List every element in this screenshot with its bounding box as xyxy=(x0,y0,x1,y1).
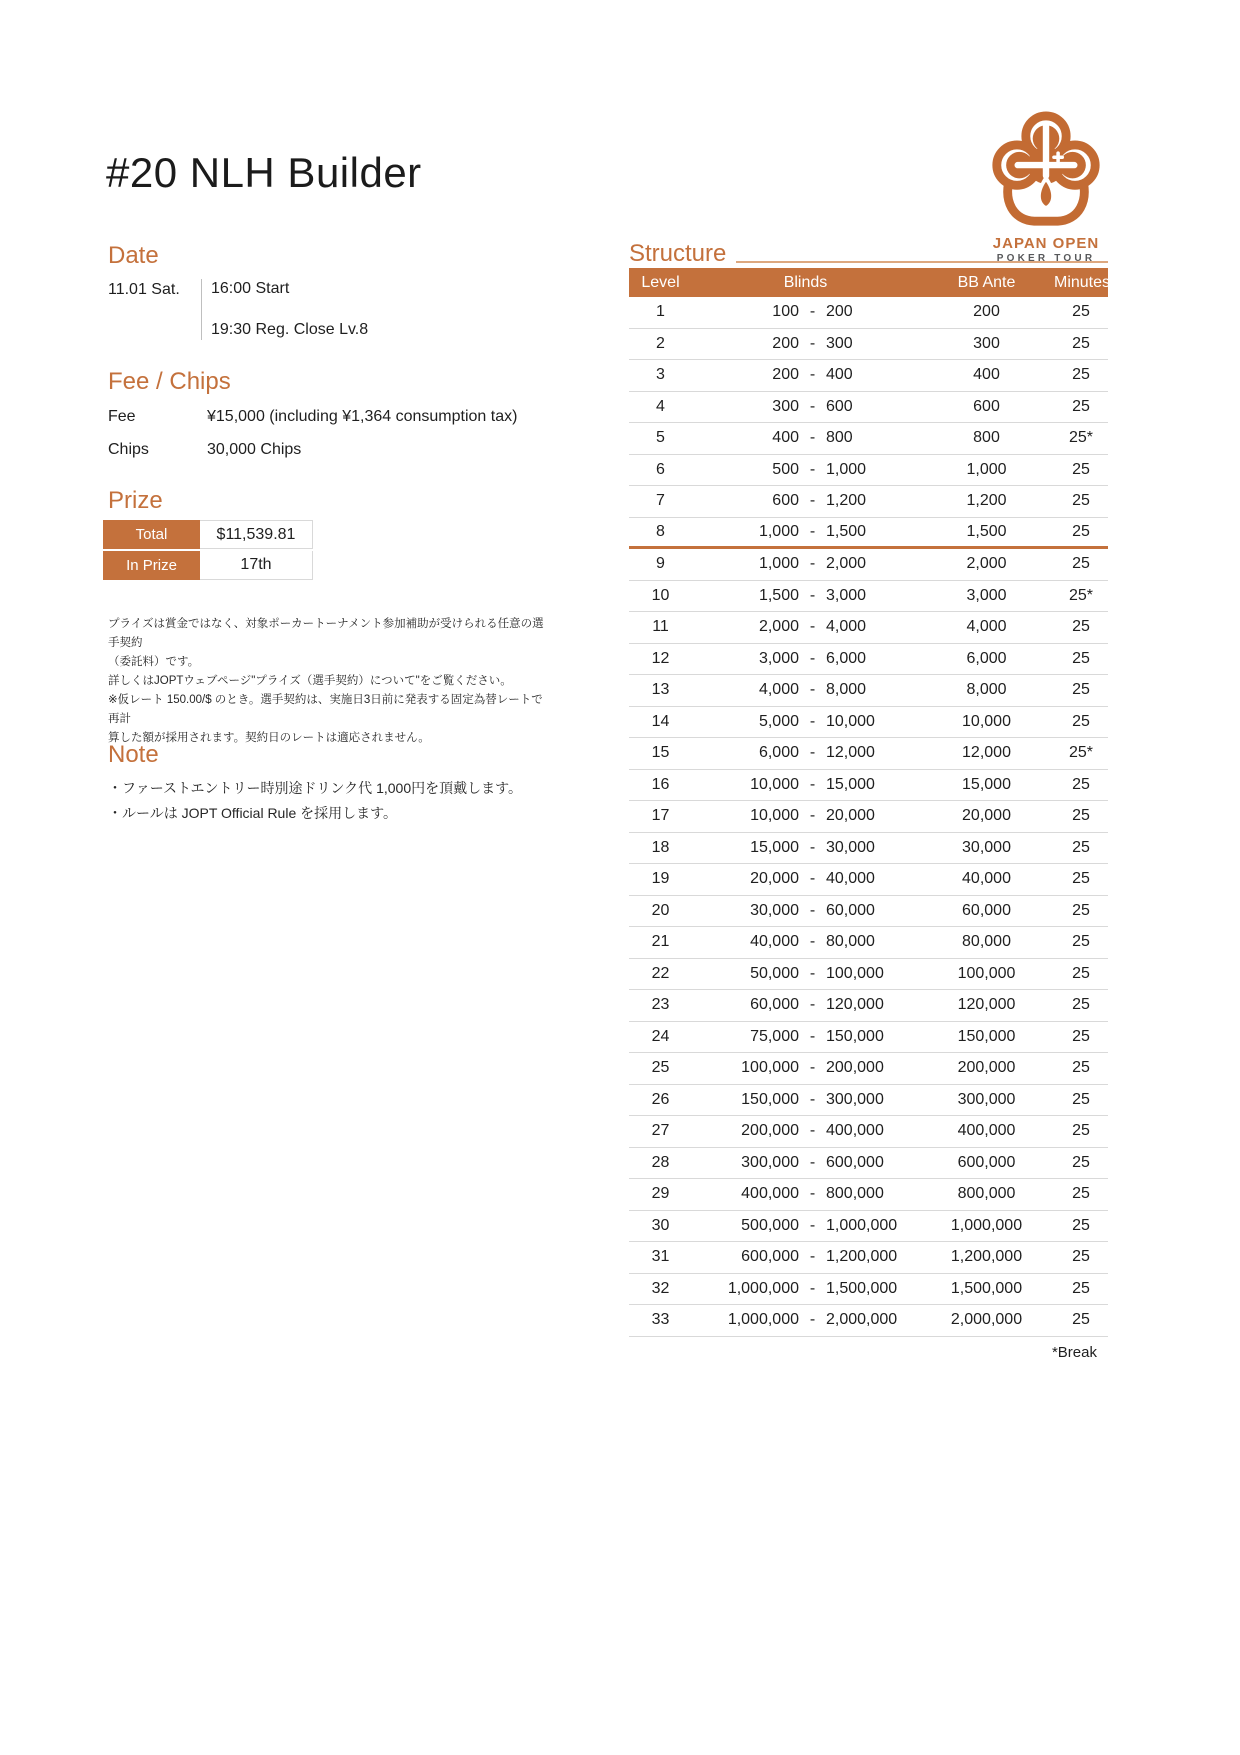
note-line: ・ファーストエントリー時別途ドリンク代 1,000円を頂戴します。 xyxy=(108,780,522,796)
structure-row xyxy=(629,581,1108,613)
prize-inprize-row xyxy=(103,551,313,580)
col-header-blinds: Blinds xyxy=(783,273,828,291)
cell-bb-ante: 400,000 xyxy=(957,1122,1016,1140)
cell-big-blind: 1,500,000 xyxy=(826,1279,898,1297)
cell-minutes: 25 xyxy=(1072,996,1090,1014)
cell-level: 31 xyxy=(651,1248,670,1266)
cell-level: 24 xyxy=(651,1027,670,1045)
cell-bb-ante: 1,000 xyxy=(966,460,1007,478)
chips-row xyxy=(108,440,568,460)
cell-level: 25 xyxy=(651,1059,670,1077)
cell-big-blind: 100,000 xyxy=(826,964,884,982)
cell-blind-separator: - xyxy=(809,1279,816,1297)
cell-bb-ante: 200,000 xyxy=(957,1059,1016,1077)
cell-big-blind: 120,000 xyxy=(826,996,884,1014)
cell-small-blind: 1,500 xyxy=(758,586,799,604)
structure-row xyxy=(629,1053,1108,1085)
cell-big-blind: 1,200,000 xyxy=(826,1248,898,1266)
structure-row xyxy=(629,770,1108,802)
cell-level: 4 xyxy=(656,397,665,415)
structure-row xyxy=(629,392,1108,424)
structure-row xyxy=(629,707,1108,739)
prize-heading: Prize xyxy=(108,487,163,514)
structure-row xyxy=(629,1305,1108,1337)
cell-bb-ante: 800 xyxy=(973,429,1000,447)
cell-big-blind: 2,000,000 xyxy=(826,1311,898,1329)
cell-small-blind: 400 xyxy=(772,429,799,447)
cell-small-blind: 60,000 xyxy=(750,996,799,1014)
structure-row xyxy=(629,1116,1108,1148)
structure-row xyxy=(629,801,1108,833)
cell-blind-separator: - xyxy=(809,1122,816,1140)
cell-bb-ante: 8,000 xyxy=(966,681,1007,699)
cell-minutes: 25 xyxy=(1072,303,1090,321)
fee-chips-heading: Fee / Chips xyxy=(108,368,231,395)
cell-minutes: 25 xyxy=(1072,712,1090,730)
structure-row xyxy=(629,644,1108,676)
cell-level: 21 xyxy=(651,933,670,951)
cell-bb-ante: 1,200 xyxy=(966,492,1007,510)
structure-row xyxy=(629,549,1108,581)
cell-level: 27 xyxy=(651,1122,670,1140)
structure-row xyxy=(629,959,1108,991)
prize-inprize-label: In Prize xyxy=(103,551,200,580)
cell-small-blind: 10,000 xyxy=(750,775,799,793)
note-line: ・ルールは JOPT Official Rule を採用します。 xyxy=(108,805,398,821)
cell-big-blind: 12,000 xyxy=(826,744,875,762)
structure-row xyxy=(629,1242,1108,1274)
chips-label: Chips xyxy=(108,441,149,458)
structure-row xyxy=(629,612,1108,644)
prize-total-value: $11,539.81 xyxy=(200,520,313,549)
cell-small-blind: 4,000 xyxy=(758,681,799,699)
cell-minutes: 25 xyxy=(1072,334,1090,352)
cell-big-blind: 400 xyxy=(826,366,853,384)
structure-row xyxy=(629,486,1108,518)
cell-level: 3 xyxy=(656,366,665,384)
cell-blind-separator: - xyxy=(809,366,816,384)
structure-row xyxy=(629,1148,1108,1180)
cell-level: 28 xyxy=(651,1153,670,1171)
cell-small-blind: 200 xyxy=(772,334,799,352)
date-heading: Date xyxy=(108,242,159,269)
date-times xyxy=(201,279,368,340)
cell-big-blind: 4,000 xyxy=(826,618,867,636)
cell-bb-ante: 60,000 xyxy=(962,901,1011,919)
structure-row xyxy=(629,360,1108,392)
prize-total-label: Total xyxy=(103,520,200,549)
cell-minutes: 25 xyxy=(1072,838,1090,856)
cell-big-blind: 6,000 xyxy=(826,649,867,667)
cell-small-blind: 150,000 xyxy=(741,1090,799,1108)
cell-blind-separator: - xyxy=(809,838,816,856)
cell-level: 23 xyxy=(651,996,670,1014)
cell-bb-ante: 120,000 xyxy=(957,996,1016,1014)
cell-level: 15 xyxy=(651,744,670,762)
date-section xyxy=(108,243,548,340)
cell-big-blind: 400,000 xyxy=(826,1122,884,1140)
cell-big-blind: 600,000 xyxy=(826,1153,884,1171)
cell-bb-ante: 300 xyxy=(973,334,1000,352)
cell-minutes: 25 xyxy=(1072,397,1090,415)
cell-bb-ante: 600,000 xyxy=(957,1153,1016,1171)
cell-bb-ante: 1,500 xyxy=(966,522,1007,540)
cell-bb-ante: 12,000 xyxy=(962,744,1011,762)
fee-label: Fee xyxy=(108,408,136,425)
cell-level: 1 xyxy=(656,303,665,321)
cell-small-blind: 3,000 xyxy=(758,649,799,667)
cell-level: 2 xyxy=(656,334,665,352)
structure-table-body xyxy=(629,297,1108,1337)
chips-value: 30,000 Chips xyxy=(207,441,302,458)
clover-icon xyxy=(986,110,1106,232)
structure-row xyxy=(629,990,1108,1022)
cell-minutes: 25 xyxy=(1072,1279,1090,1297)
cell-level: 14 xyxy=(651,712,670,730)
break-footnote: *Break xyxy=(1051,1343,1097,1361)
reg-close: 19:30 Reg. Close Lv.8 xyxy=(211,321,369,338)
fine-print-line: 算した額が採用されます。契約日のレートは適応されません。 xyxy=(108,732,430,744)
cell-big-blind: 150,000 xyxy=(826,1027,884,1045)
cell-small-blind: 500 xyxy=(772,460,799,478)
cell-big-blind: 3,000 xyxy=(826,586,867,604)
cell-blind-separator: - xyxy=(809,334,816,352)
cell-minutes: 25 xyxy=(1072,618,1090,636)
fee-value: ¥15,000 (including ¥1,364 consumption tax) xyxy=(207,408,518,425)
cell-blind-separator: - xyxy=(809,964,816,982)
structure-heading: Structure xyxy=(629,240,727,267)
structure-row xyxy=(629,927,1108,959)
cell-bb-ante: 30,000 xyxy=(962,838,1011,856)
cell-minutes: 25 xyxy=(1072,1311,1090,1329)
cell-blind-separator: - xyxy=(809,460,816,478)
cell-big-blind: 20,000 xyxy=(826,807,875,825)
cell-bb-ante: 300,000 xyxy=(957,1090,1016,1108)
cell-small-blind: 500,000 xyxy=(741,1216,799,1234)
cell-blind-separator: - xyxy=(809,397,816,415)
cell-minutes: 25 xyxy=(1072,522,1090,540)
cell-big-blind: 15,000 xyxy=(826,775,875,793)
cell-bb-ante: 20,000 xyxy=(962,807,1011,825)
cell-small-blind: 20,000 xyxy=(750,870,799,888)
cell-bb-ante: 800,000 xyxy=(957,1185,1016,1203)
cell-blind-separator: - xyxy=(809,1027,816,1045)
cell-bb-ante: 100,000 xyxy=(957,964,1016,982)
cell-level: 10 xyxy=(651,586,670,604)
cell-minutes: 25 xyxy=(1072,901,1090,919)
cell-big-blind: 1,000 xyxy=(826,460,867,478)
structure-row xyxy=(629,864,1108,896)
cell-minutes: 25 xyxy=(1072,1153,1090,1171)
cell-bb-ante: 2,000,000 xyxy=(950,1311,1023,1329)
fine-print-line: ※仮レート 150.00/$ のとき。選手契約は、実施日3日前に発表する固定為替レートで再計 xyxy=(108,694,543,725)
cell-level: 30 xyxy=(651,1216,670,1234)
cell-big-blind: 40,000 xyxy=(826,870,875,888)
logo-text-poker-tour: POKER TOUR xyxy=(996,253,1096,264)
cell-blind-separator: - xyxy=(809,996,816,1014)
cell-big-blind: 1,500 xyxy=(826,522,867,540)
cell-level: 33 xyxy=(651,1311,670,1329)
cell-level: 20 xyxy=(651,901,670,919)
cell-level: 13 xyxy=(651,681,670,699)
cell-minutes: 25 xyxy=(1072,555,1090,573)
cell-level: 32 xyxy=(651,1279,670,1297)
cell-small-blind: 30,000 xyxy=(750,901,799,919)
cell-blind-separator: - xyxy=(809,492,816,510)
cell-bb-ante: 1,000,000 xyxy=(950,1216,1023,1234)
cell-level: 6 xyxy=(656,460,665,478)
cell-minutes: 25 xyxy=(1072,1216,1090,1234)
cell-minutes: 25 xyxy=(1072,1248,1090,1266)
structure-row xyxy=(629,518,1108,550)
cell-small-blind: 300 xyxy=(772,397,799,415)
cell-minutes: 25 xyxy=(1072,681,1090,699)
structure-row xyxy=(629,423,1108,455)
structure-section xyxy=(629,240,1111,1361)
cell-small-blind: 1,000 xyxy=(758,522,799,540)
cell-blind-separator: - xyxy=(809,1090,816,1108)
cell-small-blind: 6,000 xyxy=(758,744,799,762)
cell-small-blind: 100 xyxy=(772,303,799,321)
cell-level: 29 xyxy=(651,1185,670,1203)
structure-row xyxy=(629,1211,1108,1243)
cell-minutes: 25* xyxy=(1068,744,1094,762)
cell-level: 26 xyxy=(651,1090,670,1108)
cell-minutes: 25 xyxy=(1072,649,1090,667)
cell-blind-separator: - xyxy=(809,586,816,604)
cell-blind-separator: - xyxy=(809,933,816,951)
fine-print-line: （委託料）です。 xyxy=(108,656,200,668)
date-value: 11.01 Sat. xyxy=(108,281,180,298)
cell-blind-separator: - xyxy=(809,870,816,888)
cell-small-blind: 200 xyxy=(772,366,799,384)
cell-big-blind: 10,000 xyxy=(826,712,875,730)
prize-inprize-value: 17th xyxy=(200,551,313,580)
prize-section xyxy=(103,488,313,582)
cell-small-blind: 50,000 xyxy=(750,964,799,982)
cell-blind-separator: - xyxy=(809,775,816,793)
page-title: #20 NLH Builder xyxy=(106,149,422,196)
cell-big-blind: 30,000 xyxy=(826,838,875,856)
cell-big-blind: 800 xyxy=(826,429,853,447)
cell-blind-separator: - xyxy=(809,618,816,636)
structure-row xyxy=(629,896,1108,928)
col-header-bb-ante: BB Ante xyxy=(957,273,1016,291)
structure-row xyxy=(629,455,1108,487)
cell-bb-ante: 200 xyxy=(973,303,1000,321)
cell-big-blind: 60,000 xyxy=(826,901,875,919)
cell-minutes: 25 xyxy=(1072,1027,1090,1045)
cell-minutes: 25 xyxy=(1072,933,1090,951)
cell-blind-separator: - xyxy=(809,1311,816,1329)
cell-blind-separator: - xyxy=(809,1185,816,1203)
cell-big-blind: 200,000 xyxy=(826,1059,884,1077)
cell-blind-separator: - xyxy=(809,1216,816,1234)
cell-big-blind: 200 xyxy=(826,303,853,321)
cell-big-blind: 80,000 xyxy=(826,933,875,951)
cell-bb-ante: 4,000 xyxy=(966,618,1007,636)
cell-level: 16 xyxy=(651,775,670,793)
cell-small-blind: 10,000 xyxy=(750,807,799,825)
cell-blind-separator: - xyxy=(809,429,816,447)
structure-row xyxy=(629,1022,1108,1054)
cell-minutes: 25 xyxy=(1072,964,1090,982)
cell-minutes: 25 xyxy=(1072,492,1090,510)
note-heading: Note xyxy=(108,741,159,768)
cell-level: 12 xyxy=(651,649,670,667)
cell-small-blind: 100,000 xyxy=(741,1059,799,1077)
cell-blind-separator: - xyxy=(809,807,816,825)
cell-small-blind: 200,000 xyxy=(741,1122,799,1140)
cell-big-blind: 8,000 xyxy=(826,681,867,699)
cell-bb-ante: 6,000 xyxy=(966,649,1007,667)
cell-small-blind: 75,000 xyxy=(750,1027,799,1045)
cell-small-blind: 600 xyxy=(772,492,799,510)
cell-minutes: 25 xyxy=(1072,1059,1090,1077)
cell-bb-ante: 400 xyxy=(973,366,1000,384)
cell-bb-ante: 150,000 xyxy=(957,1027,1016,1045)
col-header-minutes: Minutes xyxy=(1054,273,1111,291)
col-header-level: Level xyxy=(641,273,680,291)
cell-level: 18 xyxy=(651,838,670,856)
structure-row xyxy=(629,675,1108,707)
cell-level: 22 xyxy=(651,964,670,982)
cell-level: 17 xyxy=(651,807,670,825)
cell-bb-ante: 15,000 xyxy=(962,775,1011,793)
cell-level: 8 xyxy=(656,522,665,540)
cell-blind-separator: - xyxy=(809,1153,816,1171)
cell-level: 7 xyxy=(656,492,665,510)
cell-bb-ante: 3,000 xyxy=(966,586,1007,604)
cell-minutes: 25 xyxy=(1072,775,1090,793)
cell-small-blind: 2,000 xyxy=(758,618,799,636)
fine-print-line: 詳しくはJOPTウェブページ"プライズ（選手契約）について"をご覧ください。 xyxy=(108,675,512,687)
cell-bb-ante: 80,000 xyxy=(962,933,1011,951)
cell-minutes: 25 xyxy=(1072,807,1090,825)
prize-total-row xyxy=(103,520,313,549)
logo-text-japan-open: JAPAN OPEN xyxy=(992,235,1100,252)
cell-big-blind: 1,200 xyxy=(826,492,867,510)
cell-small-blind: 1,000,000 xyxy=(727,1311,799,1329)
cell-small-blind: 600,000 xyxy=(741,1248,799,1266)
date-row xyxy=(108,279,548,340)
cell-small-blind: 5,000 xyxy=(758,712,799,730)
cell-bb-ante: 2,000 xyxy=(966,555,1007,573)
cell-small-blind: 300,000 xyxy=(741,1153,799,1171)
cell-minutes: 25 xyxy=(1072,1090,1090,1108)
cell-minutes: 25 xyxy=(1072,870,1090,888)
cell-bb-ante: 10,000 xyxy=(962,712,1011,730)
cell-small-blind: 1,000,000 xyxy=(727,1279,799,1297)
cell-level: 5 xyxy=(656,429,665,447)
cell-big-blind: 800,000 xyxy=(826,1185,884,1203)
heading-rule xyxy=(736,261,1108,263)
cell-minutes: 25 xyxy=(1072,366,1090,384)
fee-row xyxy=(108,407,568,427)
cell-bb-ante: 600 xyxy=(973,397,1000,415)
cell-bb-ante: 1,500,000 xyxy=(950,1279,1023,1297)
cell-blind-separator: - xyxy=(809,303,816,321)
cell-big-blind: 2,000 xyxy=(826,555,867,573)
cell-bb-ante: 1,200,000 xyxy=(950,1248,1023,1266)
cell-blind-separator: - xyxy=(809,555,816,573)
cell-big-blind: 300 xyxy=(826,334,853,352)
structure-row xyxy=(629,1085,1108,1117)
cell-minutes: 25* xyxy=(1068,586,1094,604)
prize-fine-print xyxy=(108,615,548,748)
cell-blind-separator: - xyxy=(809,901,816,919)
cell-level: 11 xyxy=(652,618,669,636)
note-section xyxy=(108,742,568,826)
cell-minutes: 25* xyxy=(1068,429,1094,447)
structure-table-header xyxy=(629,268,1111,297)
cell-level: 19 xyxy=(651,870,670,888)
fine-print-line: プライズは賞金ではなく、対象ポーカートーナメント参加補助が受けられる任意の選手契約 xyxy=(108,618,544,649)
cell-blind-separator: - xyxy=(809,1059,816,1077)
cell-small-blind: 15,000 xyxy=(750,838,799,856)
cell-bb-ante: 40,000 xyxy=(962,870,1011,888)
cell-minutes: 25 xyxy=(1072,460,1090,478)
cell-small-blind: 40,000 xyxy=(750,933,799,951)
cell-minutes: 25 xyxy=(1072,1185,1090,1203)
cell-level: 9 xyxy=(656,555,665,573)
cell-big-blind: 1,000,000 xyxy=(826,1216,898,1234)
cell-blind-separator: - xyxy=(809,744,816,762)
cell-big-blind: 300,000 xyxy=(826,1090,884,1108)
cell-minutes: 25 xyxy=(1072,1122,1090,1140)
start-time: 16:00 Start xyxy=(211,280,290,297)
structure-row xyxy=(629,738,1108,770)
structure-row xyxy=(629,1274,1108,1306)
cell-big-blind: 600 xyxy=(826,397,853,415)
cell-small-blind: 400,000 xyxy=(741,1185,799,1203)
structure-row xyxy=(629,1179,1108,1211)
cell-blind-separator: - xyxy=(809,1248,816,1266)
cell-blind-separator: - xyxy=(809,712,816,730)
cell-blind-separator: - xyxy=(809,522,816,540)
structure-row xyxy=(629,833,1108,865)
fee-chips-section xyxy=(108,369,568,460)
cell-blind-separator: - xyxy=(809,649,816,667)
structure-heading-row xyxy=(629,241,1108,267)
cell-blind-separator: - xyxy=(809,681,816,699)
cell-small-blind: 1,000 xyxy=(758,555,799,573)
structure-row xyxy=(629,329,1108,361)
structure-row xyxy=(629,297,1108,329)
